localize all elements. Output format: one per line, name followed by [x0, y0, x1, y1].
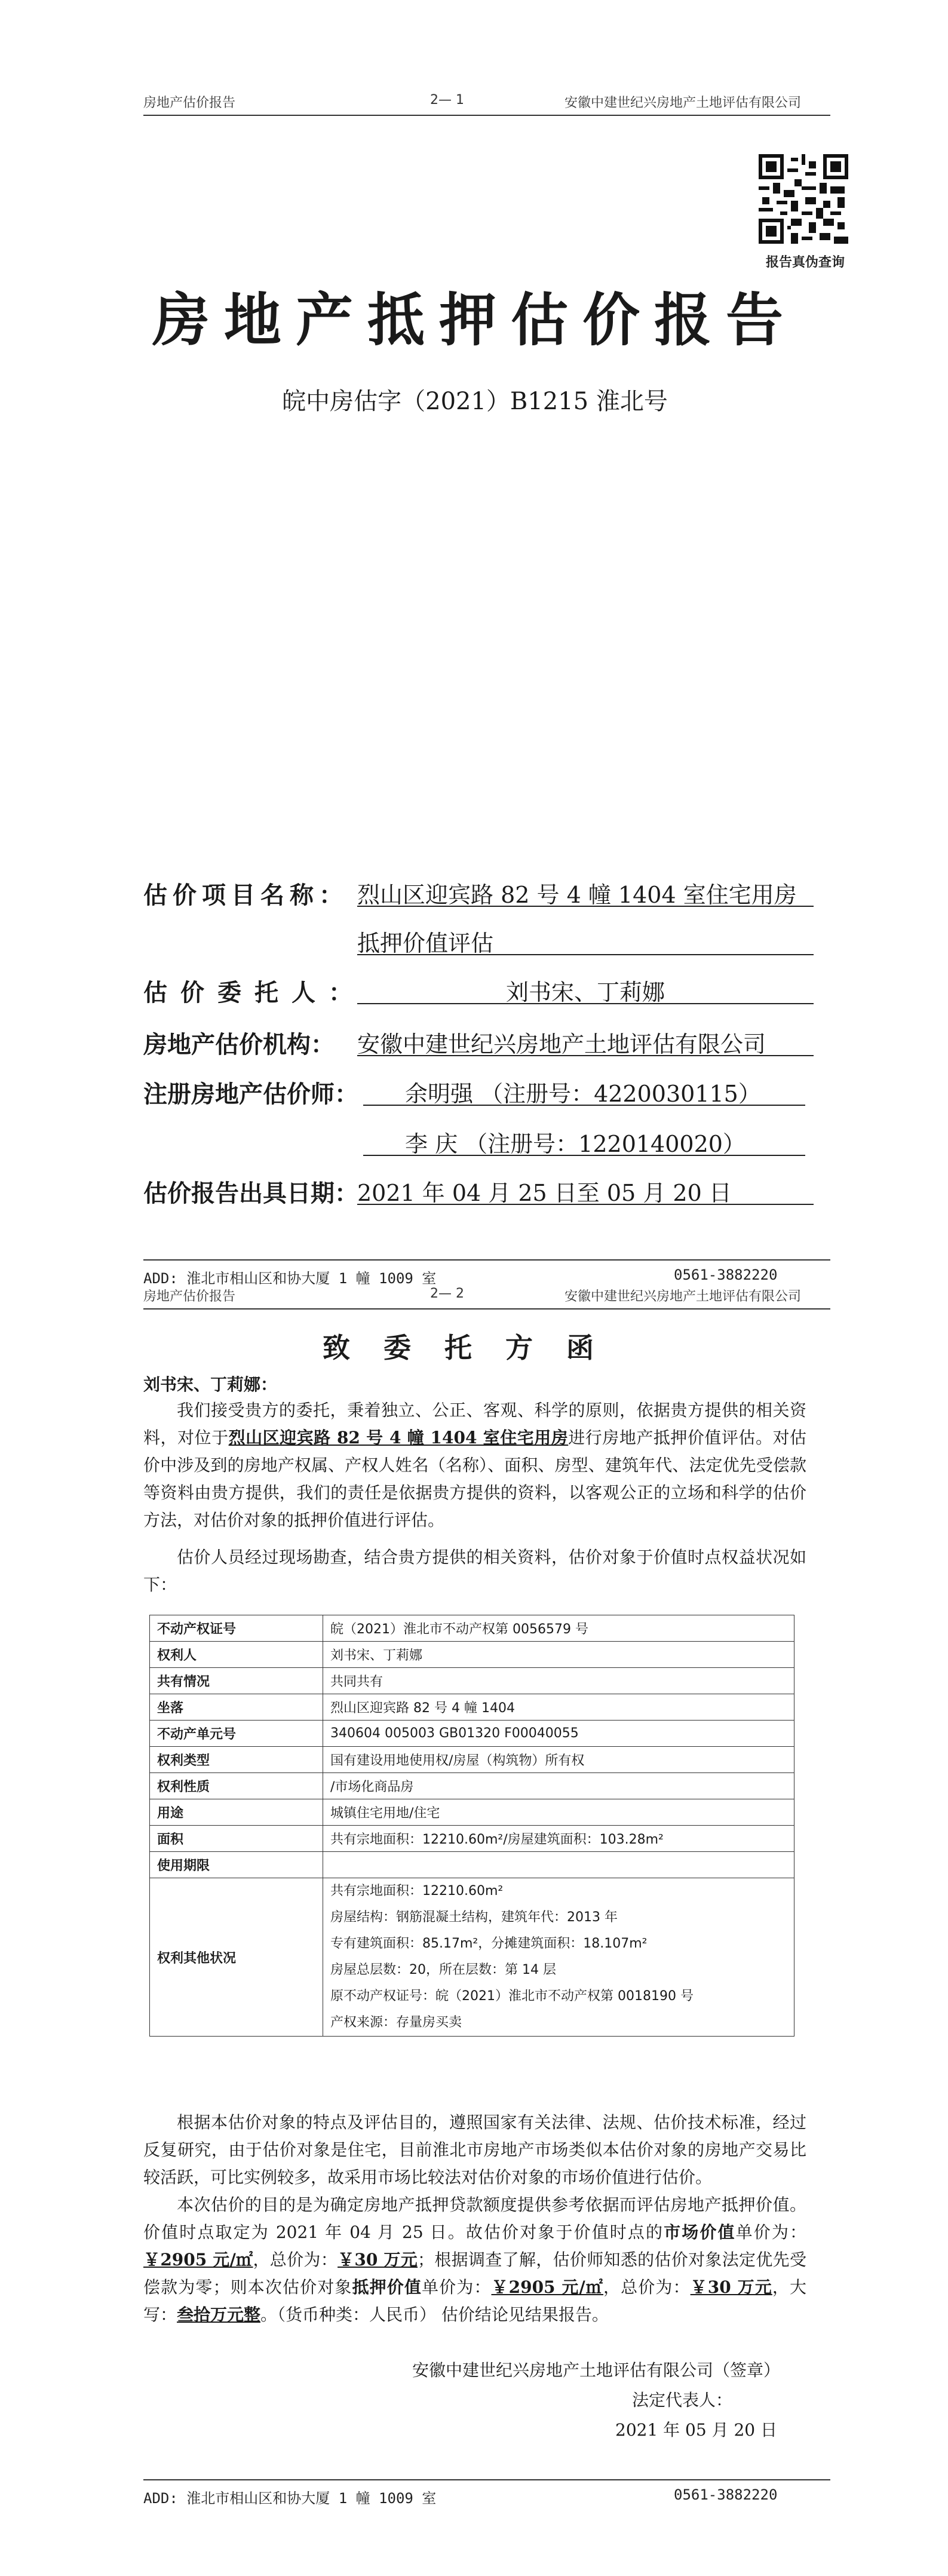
page2-header-company: 安徽中建世纪兴房地产土地评估有限公司 — [564, 1289, 802, 1304]
page1-header-rule — [143, 115, 830, 116]
table-key: 权利性质 — [150, 1773, 323, 1799]
report-title: 房地产抵押估价报告 — [152, 286, 797, 354]
appraiser-2: 李 庆 （注册号：1220140020） — [405, 1131, 745, 1157]
table-value — [323, 1852, 794, 1878]
appraiser-1-underline — [363, 1105, 805, 1106]
other-rights-line: 产权来源：存量房买卖 — [330, 2015, 462, 2030]
appraiser-1: 余明强 （注册号：4220030115） — [405, 1081, 761, 1107]
market-value-label: 市场价值 — [664, 2222, 736, 2242]
table-key: 用途 — [150, 1799, 323, 1826]
page1-header-page-number: 2— 1 — [430, 93, 464, 108]
total-price-in-words: 叁拾万元整 — [177, 2305, 261, 2324]
page2-footer-address: ADD: 淮北市相山区和协大厦 1 幢 1009 室 — [143, 2490, 437, 2507]
report-date-label: 估价报告出具日期： — [143, 1180, 358, 1207]
table-key: 使用期限 — [150, 1852, 323, 1878]
table-value: 340604 005003 GB01320 F00040055 — [323, 1721, 794, 1747]
table-row — [150, 1852, 794, 1878]
letter-title: 致委托方函 — [323, 1332, 627, 1364]
table-row — [150, 1694, 794, 1721]
paragraph-method: 根据本估价对象的特点及评估目的，遵照国家有关法律、法规、估价技术标准，经过反复研究，由于估价对象是住宅，目前淮北市房地产市场类似本估价对象的房地产交易比较活跃，可比实例较多，故采用市场比较法对估价对象的市场价值进行估价。 — [143, 2112, 806, 2187]
project-name-value-line2: 抵押价值评估 — [357, 930, 494, 956]
qr-caption: 报告真伪查询 — [765, 255, 845, 270]
signature-date: 2021 年 05 月 20 日 — [615, 2420, 778, 2440]
page2-footer-phone: 0561-3882220 — [674, 2486, 778, 2503]
page2-footer-rule — [143, 2479, 830, 2480]
appraiser-2-underline — [363, 1155, 805, 1156]
paragraph-conclusion: 本次估价的目的是为确定房地产抵押贷款额度提供参考依据而评估房地产抵押价值。价值时点取定为 2021 年 04 月 25 日。故估价对象于价值时点的市场价值单价为：￥2905 元/㎡，总价为：￥30 万元；根据调查了解，估价师知悉的估价对象法定优先受偿款为零；则本次估价对象抵押价值单价为：￥2905 元/㎡，总价为：￥30 万元，大写：叁拾万元整。（货币种类：人民币） 估价结论见结果报告。 — [143, 2195, 806, 2324]
paragraph-survey: 估价人员经过现场勘查，结合贵方提供的相关资料，估价对象于价值时点权益状况如下： — [143, 1547, 806, 1594]
project-name-label: 估价项目名称： — [143, 882, 348, 909]
agency-value: 安徽中建世纪兴房地产土地评估有限公司 — [357, 1031, 766, 1057]
table-key: 权利类型 — [150, 1747, 323, 1773]
page2-header-page-number: 2— 2 — [430, 1286, 464, 1301]
appraiser-label: 注册房地产估价师： — [143, 1081, 358, 1108]
other-rights-line: 房屋结构：钢筋混凝土结构，建筑年代：2013 年 — [330, 1910, 618, 1925]
signature-company: 安徽中建世纪兴房地产土地评估有限公司（签章） — [412, 2360, 781, 2380]
mortgage-total-price: ￥30 万元 — [690, 2277, 772, 2297]
report-date-underline — [357, 1204, 814, 1205]
table-row — [150, 1747, 794, 1773]
page1-footer-phone: 0561-3882220 — [674, 1266, 778, 1283]
table-value: /市场化商品房 — [323, 1773, 794, 1799]
page2-header-rule — [143, 1308, 830, 1310]
other-rights-line: 共有宗地面积：12210.60m² — [330, 1884, 504, 1899]
page1-footer-address: ADD: 淮北市相山区和协大厦 1 幢 1009 室 — [143, 1270, 437, 1287]
qr-code-icon[interactable] — [759, 154, 848, 244]
table-value: 城镇住宅用地/住宅 — [323, 1799, 794, 1826]
paragraph-intro: 我们接受贵方的委托，秉着独立、公正、客观、科学的原则，依据贵方提供的相关资料，对位于烈山区迎宾路 82 号 4 幢 1404 室住宅用房进行房地产抵押价值评估。对估价中涉及到的房地产权属、产权人姓名（名称）、面积、房型、建筑年代、法定优先受偿款等资料由贵方提供，我们的责任是依据贵方提供的资料，以客观公正的立场和科学的估价方法，对估价对象的抵押价值进行评估。 — [143, 1400, 806, 1530]
other-rights-line: 专有建筑面积：85.17m²，分摊建筑面积：18.107m² — [330, 1936, 648, 1951]
table-value: 刘书宋、丁莉娜 — [323, 1642, 794, 1668]
page1-header-left: 房地产估价报告 — [143, 96, 236, 111]
table-key: 坐落 — [150, 1694, 323, 1721]
property-address: 烈山区迎宾路 82 号 4 幢 1404 室住宅用房 — [228, 1428, 569, 1448]
page2-header-left: 房地产估价报告 — [143, 1289, 236, 1304]
report-date-value: 2021 年 04 月 25 日至 05 月 20 日 — [357, 1180, 732, 1206]
table-key: 权利人 — [150, 1642, 323, 1668]
project-name-underline-2 — [357, 954, 814, 955]
total-price: ￥30 万元 — [338, 2250, 418, 2270]
table-key: 共有情况 — [150, 1668, 323, 1694]
table-row — [150, 1615, 794, 1642]
property-rights-table — [149, 1615, 794, 2037]
table-key: 不动产单元号 — [150, 1721, 323, 1747]
table-row — [150, 1826, 794, 1852]
table-row — [150, 1773, 794, 1799]
mortgage-unit-price: ￥2905 元/㎡ — [491, 2277, 604, 2297]
unit-price: ￥2905 元/㎡ — [143, 2250, 253, 2270]
table-row — [150, 1642, 794, 1668]
page1-footer-rule — [143, 1259, 830, 1261]
document-number: 皖中房估字（2021）B1215 淮北号 — [282, 388, 668, 415]
table-value: 皖（2021）淮北市不动产权第 0056579 号 — [323, 1615, 794, 1642]
mortgage-value-label: 抵押价值 — [352, 2277, 422, 2297]
project-name-underline — [357, 906, 814, 907]
table-row — [150, 1799, 794, 1826]
table-row — [150, 1668, 794, 1694]
table-key: 权利其他状况 — [150, 1878, 323, 2037]
other-rights-line: 原不动产权证号：皖（2021）淮北市不动产权第 0018190 号 — [330, 1989, 694, 2004]
other-rights-cell — [323, 1878, 794, 2037]
client-underline — [357, 1003, 814, 1004]
signature-legal-rep: 法定代表人： — [632, 2390, 733, 2410]
salutation: 刘书宋、丁莉娜： — [143, 1375, 278, 1394]
client-value: 刘书宋、丁莉娜 — [505, 979, 665, 1005]
table-row-other-rights — [150, 1878, 794, 2037]
client-label: 估价委托人： — [143, 979, 366, 1007]
page1-header-company: 安徽中建世纪兴房地产土地评估有限公司 — [564, 96, 802, 111]
other-rights-line: 房屋总层数：20，所在层数：第 14 层 — [330, 1962, 556, 1977]
table-key: 不动产权证号 — [150, 1615, 323, 1642]
table-value: 共有宗地面积：12210.60m²/房屋建筑面积：103.28m² — [323, 1826, 794, 1852]
project-name-value: 烈山区迎宾路 82 号 4 幢 1404 室住宅用房 — [357, 882, 797, 908]
table-row — [150, 1721, 794, 1747]
table-value: 烈山区迎宾路 82 号 4 幢 1404 — [323, 1694, 794, 1721]
table-key: 面积 — [150, 1826, 323, 1852]
agency-underline — [357, 1055, 814, 1056]
table-value: 共同共有 — [323, 1668, 794, 1694]
table-value: 国有建设用地使用权/房屋（构筑物）所有权 — [323, 1747, 794, 1773]
agency-label: 房地产估价机构： — [143, 1031, 335, 1059]
